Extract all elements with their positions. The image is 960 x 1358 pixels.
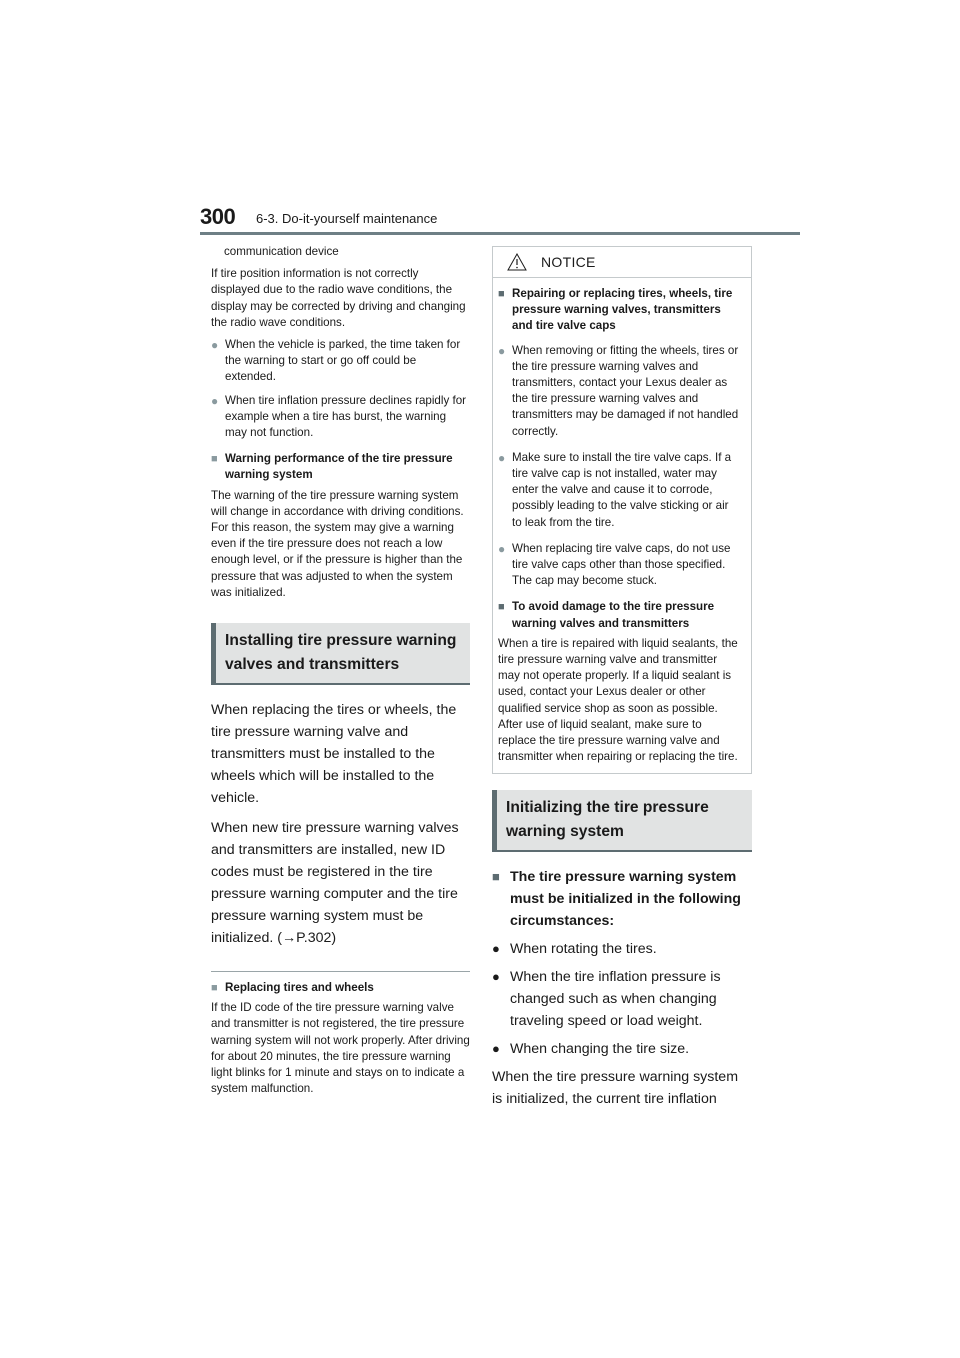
list-item: ● When rotating the tires. xyxy=(492,938,752,960)
notice-header xyxy=(493,247,751,278)
bullet-icon: ● xyxy=(498,541,506,556)
header-rule xyxy=(200,232,800,235)
square-bullet-icon: ■ xyxy=(498,601,505,614)
list-item: ● When the tire inflation pressure is changed such as when changing traveling speed or load weight. xyxy=(492,966,752,1032)
position-info-paragraph: If tire position information is not correctly displayed due to the radio wave conditions, the display may be corrected by driving and changing the radio wave conditions. xyxy=(211,267,466,329)
page-number: 300 xyxy=(200,204,236,229)
notice-text-2: When a tire is repaired with liquid sealants, the tire pressure warning valve and transmitter may not operate properly. If a liquid sealant is used, contact your Lexus dealer or other qualified service shop as soon as possible. After use of liquid sealant, make sure to replace the tire pressure warning valve and transmitter when repairing or replacing the tire. xyxy=(498,636,738,764)
bullet-icon: ● xyxy=(492,1041,500,1057)
installing-heading: Installing tire pressure warning valves and transmitters xyxy=(211,623,470,685)
square-bullet-icon: ■ xyxy=(211,453,218,466)
list-item: ● Make sure to install the tire valve caps. If a tire valve cap is not installed, water may enter the valve and cause it to corrode, possibly leading to the valve sticking or air to leak from the tire. xyxy=(498,450,741,531)
warning-triangle-icon xyxy=(507,253,527,271)
warning-performance-text: The warning of the tire pressure warning system will change in accordance with driving conditions. For this reason, the system may give a warning even if the tire pressure does not reach a low enough level, or if the pressure is higher than the pressure that was adjusted to when the system was initialized. xyxy=(211,488,464,599)
list-item xyxy=(211,393,470,442)
list-item: ● When changing the tire size. xyxy=(492,1038,752,1060)
replacing-tires-text: If the ID code of the tire pressure warning valve and transmitter is not registered, the tire pressure warning system will not work properly. After driving for about 20 minutes, the tire pressure warning light blinks for 1 minute and stays on to indicate a system malfunction. xyxy=(211,1001,470,1096)
left-column xyxy=(211,244,470,1097)
square-bullet-icon: ■ xyxy=(211,982,218,995)
bullet-icon: ● xyxy=(211,338,219,353)
list-item: ● When removing or fitting the wheels, tires or the tire pressure warning valves and transmitters, contact your Lexus dealer as the tire pressure warning valves and transmitters may be damaged if not handled correctly. xyxy=(498,343,741,440)
bullet-icon: ● xyxy=(211,393,219,408)
bullet-icon: ● xyxy=(492,941,500,957)
must-initialize-heading: ■ The tire pressure warning system must be initialized in the following circumstances: xyxy=(492,866,752,932)
notice-body xyxy=(493,286,751,765)
section-title: 6-3. Do-it-yourself maintenance xyxy=(256,211,438,226)
list-item xyxy=(211,337,470,386)
square-bullet-icon: ■ xyxy=(492,869,500,885)
notice-box xyxy=(492,246,752,774)
notice-heading-2: ■ To avoid damage to the tire pressure warning valves and transmitters xyxy=(498,599,741,631)
bullet-icon: ● xyxy=(492,969,500,985)
bullet-rapid-text: When tire inflation pressure declines rapidly for example when a tire has burst, the warning may not function. xyxy=(225,393,467,440)
list-item: ● When replacing tire valve caps, do not use tire valve caps other than those specified. The cap may become stuck. xyxy=(498,541,741,590)
bullet-icon: ● xyxy=(498,450,506,465)
bullet-parked-text: When the vehicle is parked, the time taken for the warning to start or go off could be extended. xyxy=(225,338,461,384)
notice-label: NOTICE xyxy=(541,254,596,270)
continued-text: communication device xyxy=(224,245,339,258)
notice-heading-1: ■ Repairing or replacing tires, wheels, tire pressure warning valves, transmitters and tire valve caps xyxy=(498,286,741,335)
right-column xyxy=(492,246,752,1110)
warning-performance-heading: ■ Warning performance of the tire pressure warning system xyxy=(211,451,470,483)
square-bullet-icon: ■ xyxy=(498,288,505,300)
install-paragraph-2: When new tire pressure warning valves and transmitters are installed, new ID codes must be registered in the tire pressure warning computer and the tire pressure warning system must be initialized. (→P.302) xyxy=(211,820,459,947)
closing-paragraph: When the tire pressure warning system is initialized, the current tire inflation xyxy=(492,1069,739,1108)
section-divider xyxy=(211,971,470,972)
replacing-tires-heading: ■ Replacing tires and wheels xyxy=(211,980,470,996)
initializing-heading: Initializing the tire pressure warning system xyxy=(492,790,752,852)
install-paragraph-1: When replacing the tires or wheels, the tire pressure warning valve and transmitters must be installed to the wheels which will be installed to the vehicle. xyxy=(211,702,457,807)
bullet-icon: ● xyxy=(498,343,506,358)
